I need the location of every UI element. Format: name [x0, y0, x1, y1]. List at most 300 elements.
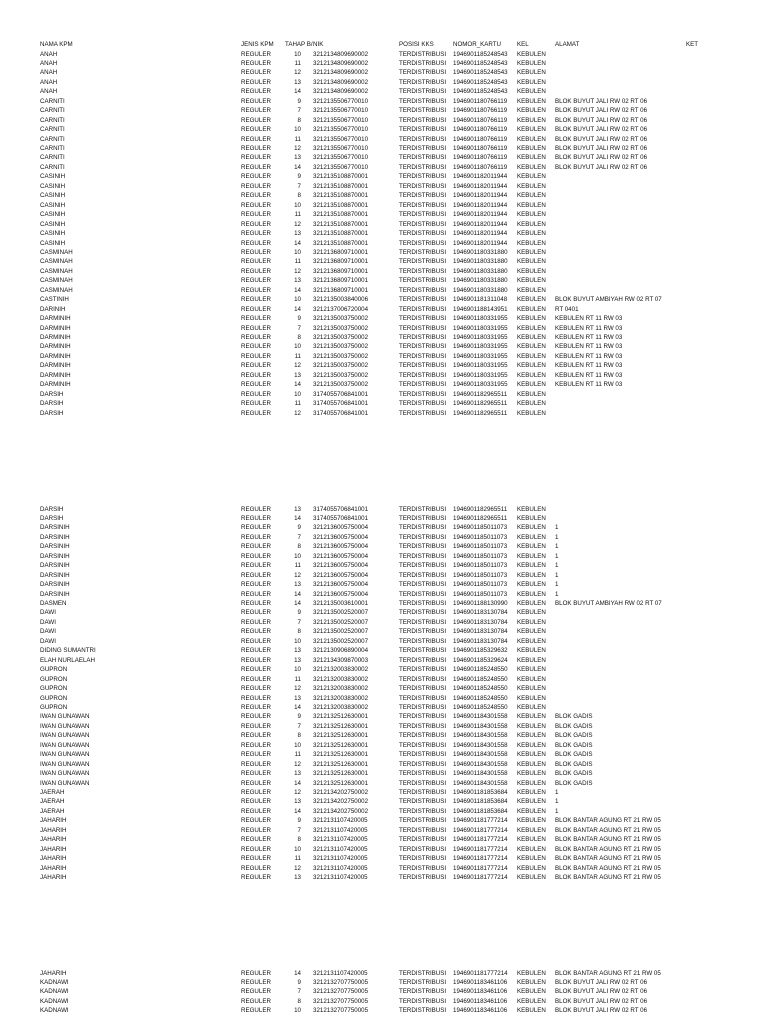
cell-nomor-kartu: 1946901181777214	[453, 836, 508, 844]
cell-nik: 3212135506770010	[313, 116, 369, 124]
cell-nik: 3212135506770010	[313, 145, 369, 152]
cell-nik: 3212131107420005	[313, 969, 368, 977]
table-row	[0, 352, 768, 361]
cell-alamat: 1	[555, 524, 559, 532]
cell-alamat: BLOK GADIS	[555, 732, 593, 740]
cell-kel: KEBULEN	[517, 647, 546, 655]
cell-tahap: 12	[294, 685, 301, 693]
cell-jenis-kpm: REGULER	[241, 779, 271, 787]
cell-nama-kpm: CASTINIH	[40, 296, 69, 304]
cell-posisi-kks: TERDISTRIBUSI	[399, 694, 447, 702]
cell-alamat: BLOK BUYUT JALI RW 02 RT 06	[555, 135, 648, 143]
cell-kel: KEBULEN	[517, 637, 546, 645]
cell-tahap: 10	[294, 637, 301, 645]
cell-tahap: 11	[294, 352, 301, 360]
cell-alamat: BLOK BANTAR AGUNG RT 21 RW 05	[555, 969, 661, 977]
cell-nama-kpm: DAWI	[40, 618, 56, 626]
cell-alamat: 1	[555, 807, 559, 815]
table-row	[0, 59, 768, 68]
cell-nomor-kartu: 1946901180331955	[453, 362, 508, 370]
cell-nomor-kartu: 1946901185011073	[453, 552, 508, 560]
cell-posisi-kks: TERDISTRIBUSI	[399, 741, 447, 749]
cell-jenis-kpm: REGULER	[241, 163, 271, 171]
cell-jenis-kpm: REGULER	[241, 826, 271, 834]
cell-posisi-kks: TERDISTRIBUSI	[399, 533, 447, 541]
table-row	[0, 637, 768, 646]
cell-nomor-kartu: 1946901180331880	[453, 267, 508, 275]
cell-tahap: 14	[294, 381, 301, 389]
cell-jenis-kpm: REGULER	[241, 562, 271, 570]
cell-tahap: 12	[294, 267, 301, 275]
cell-kel: KEBULEN	[517, 826, 546, 834]
cell-posisi-kks: TERDISTRIBUSI	[399, 116, 447, 124]
cell-jenis-kpm: REGULER	[241, 220, 271, 228]
cell-nomor-kartu: 1946901182011944	[453, 239, 508, 247]
cell-nomor-kartu: 1946901180766119	[453, 97, 508, 105]
cell-jenis-kpm: REGULER	[241, 267, 271, 275]
cell-jenis-kpm: REGULER	[241, 571, 271, 579]
cell-nik: 3212134809690002	[313, 59, 369, 67]
cell-jenis-kpm: REGULER	[241, 997, 271, 1005]
cell-kel: KEBULEN	[517, 590, 546, 598]
cell-tahap: 10	[294, 845, 301, 853]
cell-nomor-kartu: 1946901185248550	[453, 675, 508, 683]
cell-kel: KEBULEN	[517, 324, 546, 332]
cell-kel: KEBULEN	[517, 656, 546, 664]
cell-kel: KEBULEN	[517, 543, 546, 551]
cell-nama-kpm: DAWI	[40, 637, 56, 645]
cell-jenis-kpm: REGULER	[241, 230, 271, 238]
cell-alamat: 1	[555, 581, 559, 589]
table-row	[0, 97, 768, 106]
table-row	[0, 163, 768, 172]
cell-posisi-kks: TERDISTRIBUSI	[399, 324, 447, 332]
cell-nik: 3212134309870003	[313, 656, 369, 664]
cell-posisi-kks: TERDISTRIBUSI	[399, 107, 447, 115]
cell-nomor-kartu: 1946901180331955	[453, 324, 508, 332]
cell-kel: KEBULEN	[517, 267, 546, 275]
cell-nama-kpm: JAHARIH	[40, 836, 67, 844]
cell-kel: KEBULEN	[517, 789, 546, 796]
table-row	[0, 220, 768, 229]
cell-alamat: BLOK BUYUT JALI RW 02 RT 06	[555, 107, 648, 115]
cell-tahap: 7	[297, 722, 301, 730]
cell-tahap: 14	[294, 807, 301, 815]
cell-posisi-kks: TERDISTRIBUSI	[399, 552, 447, 560]
cell-nama-kpm: DARMINIH	[40, 315, 71, 323]
cell-tahap: 12	[294, 571, 301, 579]
table-row	[0, 210, 768, 219]
cell-nama-kpm: DASMEN	[40, 600, 67, 607]
cell-posisi-kks: TERDISTRIBUSI	[399, 352, 447, 360]
cell-nik: 3212132003830002	[313, 666, 369, 674]
cell-kel: KEBULEN	[517, 760, 546, 768]
table-row	[0, 797, 768, 806]
cell-jenis-kpm: REGULER	[241, 675, 271, 683]
cell-posisi-kks: TERDISTRIBUSI	[399, 969, 447, 977]
cell-nomor-kartu: 1946901181777214	[453, 855, 508, 863]
cell-alamat: BLOK BANTAR AGUNG RT 21 RW 05	[555, 874, 661, 882]
cell-nomor-kartu: 1946901188143951	[453, 305, 508, 313]
cell-kel: KEBULEN	[517, 685, 546, 693]
cell-nik: 3212135002520007	[313, 618, 369, 626]
cell-nik: 3212131107420005	[313, 817, 368, 825]
table-row	[0, 172, 768, 181]
cell-nomor-kartu: 1946901181777214	[453, 826, 508, 834]
cell-nama-kpm: JAERAH	[40, 798, 65, 806]
table-row	[0, 399, 768, 408]
cell-nama-kpm: CASINIH	[40, 201, 66, 209]
cell-tahap: 13	[294, 647, 301, 655]
cell-nomor-kartu: 1946901180766119	[453, 107, 508, 115]
cell-nik: 3212136005750004	[313, 590, 369, 598]
cell-kel: KEBULEN	[517, 334, 546, 341]
cell-posisi-kks: TERDISTRIBUSI	[399, 600, 447, 607]
cell-alamat: KEBULEN RT 11 RW 03	[555, 371, 623, 379]
cell-tahap: 13	[294, 798, 301, 806]
cell-nama-kpm: CASINIH	[40, 182, 66, 190]
cell-jenis-kpm: REGULER	[241, 78, 271, 86]
cell-nik: 3212134809690002	[313, 78, 369, 86]
cell-kel: KEBULEN	[517, 362, 546, 370]
cell-tahap: 11	[294, 400, 301, 408]
cell-nik: 3212132512630001	[313, 732, 369, 740]
cell-kel: KEBULEN	[517, 533, 546, 541]
table-row	[0, 750, 768, 759]
cell-kel: KEBULEN	[517, 514, 546, 522]
cell-kel: KEBULEN	[517, 978, 546, 986]
cell-tahap: 7	[297, 324, 301, 332]
cell-nomor-kartu: 1946901183130784	[453, 637, 508, 645]
cell-nama-kpm: IWAN GUNAWAN	[40, 751, 90, 759]
cell-kel: KEBULEN	[517, 618, 546, 626]
table-row	[0, 87, 768, 96]
table-row	[0, 969, 768, 978]
cell-nik: 3212134202750002	[313, 807, 369, 815]
cell-nomor-kartu: 1946901185248550	[453, 703, 508, 711]
cell-nama-kpm: DARSINIH	[40, 524, 70, 532]
cell-tahap: 12	[294, 220, 301, 228]
cell-jenis-kpm: REGULER	[241, 685, 271, 693]
cell-kel: KEBULEN	[517, 751, 546, 759]
cell-nik: 3212135003750002	[313, 343, 369, 351]
cell-nomor-kartu: 1946901185248543	[453, 69, 508, 77]
header-posisi-kks: POSISI KKS	[399, 41, 434, 48]
cell-tahap: 11	[294, 258, 301, 266]
cell-nik: 3212136809710001	[313, 258, 369, 266]
cell-posisi-kks: TERDISTRIBUSI	[399, 836, 447, 844]
cell-jenis-kpm: REGULER	[241, 505, 271, 513]
cell-kel: KEBULEN	[517, 248, 546, 256]
cell-nomor-kartu: 1946901188130990	[453, 600, 508, 607]
table-row	[0, 191, 768, 200]
cell-kel: KEBULEN	[517, 135, 546, 143]
table-row	[0, 665, 768, 674]
table-row	[0, 694, 768, 703]
cell-nomor-kartu: 1946901180331880	[453, 248, 508, 256]
cell-nomor-kartu: 1946901183461106	[453, 997, 508, 1005]
cell-tahap: 10	[294, 741, 301, 749]
cell-nik: 3212134809690002	[313, 88, 369, 96]
cell-alamat: BLOK GADIS	[555, 751, 593, 759]
table-row	[0, 731, 768, 740]
cell-jenis-kpm: REGULER	[241, 343, 271, 351]
cell-jenis-kpm: REGULER	[241, 211, 271, 219]
cell-kel: KEBULEN	[517, 505, 546, 513]
cell-posisi-kks: TERDISTRIBUSI	[399, 334, 447, 341]
cell-alamat: BLOK BUYUT JALI RW 02 RT 06	[555, 126, 648, 134]
cell-tahap: 14	[294, 88, 301, 96]
cell-kel: KEBULEN	[517, 211, 546, 219]
cell-nama-kpm: DARSINIH	[40, 581, 70, 589]
cell-alamat: BLOK GADIS	[555, 760, 593, 768]
table-row	[0, 760, 768, 769]
cell-nik: 3212131107420005	[313, 874, 368, 882]
cell-nomor-kartu: 1946901182965511	[453, 505, 508, 513]
cell-jenis-kpm: REGULER	[241, 135, 271, 143]
cell-nama-kpm: GUPRON	[40, 685, 68, 693]
cell-nama-kpm: IWAN GUNAWAN	[40, 732, 90, 740]
cell-nama-kpm: CASINIH	[40, 230, 66, 238]
cell-tahap: 10	[294, 248, 301, 256]
table-row	[0, 324, 768, 333]
cell-posisi-kks: TERDISTRIBUSI	[399, 154, 447, 162]
cell-nomor-kartu: 1946901182965511	[453, 400, 508, 408]
table-row	[0, 239, 768, 248]
cell-nik: 3212132512630001	[313, 713, 369, 721]
cell-tahap: 9	[297, 173, 301, 181]
cell-alamat: BLOK BUYUT JALI RW 02 RT 06	[555, 997, 648, 1005]
cell-tahap: 14	[294, 600, 301, 607]
cell-posisi-kks: TERDISTRIBUSI	[399, 182, 447, 190]
cell-posisi-kks: TERDISTRIBUSI	[399, 315, 447, 323]
cell-nama-kpm: DARMINIH	[40, 324, 71, 332]
cell-jenis-kpm: REGULER	[241, 315, 271, 323]
cell-tahap: 9	[297, 524, 301, 532]
cell-nomor-kartu: 1946901185329632	[453, 647, 508, 655]
table-row	[0, 561, 768, 570]
cell-alamat: 1	[555, 798, 559, 806]
cell-nik: 3212135506770010	[313, 163, 369, 171]
cell-nik: 3212132512630001	[313, 760, 369, 768]
cell-nomor-kartu: 1946901183461106	[453, 1007, 508, 1015]
cell-nama-kpm: DARSIH	[40, 400, 64, 408]
cell-nama-kpm: DARSINIH	[40, 571, 70, 579]
cell-nomor-kartu: 1946901180331880	[453, 258, 508, 266]
cell-jenis-kpm: REGULER	[241, 381, 271, 389]
cell-nik: 3212135506770010	[313, 154, 369, 162]
table-row	[0, 599, 768, 608]
cell-kel: KEBULEN	[517, 562, 546, 570]
cell-alamat: BLOK BANTAR AGUNG RT 21 RW 05	[555, 845, 661, 853]
cell-nik: 3212132707750005	[313, 1007, 369, 1015]
cell-tahap: 13	[294, 371, 301, 379]
cell-alamat: BLOK BUYUT JALI RW 02 RT 06	[555, 145, 648, 152]
cell-alamat: BLOK GADIS	[555, 741, 593, 749]
cell-alamat: BLOK BANTAR AGUNG RT 21 RW 05	[555, 826, 661, 834]
cell-nomor-kartu: 1946901184301558	[453, 722, 508, 730]
cell-nama-kpm: DARSIH	[40, 514, 64, 522]
cell-posisi-kks: TERDISTRIBUSI	[399, 713, 447, 721]
cell-jenis-kpm: REGULER	[241, 798, 271, 806]
table-row	[0, 608, 768, 617]
cell-jenis-kpm: REGULER	[241, 192, 271, 200]
cell-tahap: 12	[294, 760, 301, 768]
cell-nik: 3174055706841001	[313, 514, 369, 522]
cell-alamat: KEBULEN RT 11 RW 03	[555, 352, 623, 360]
cell-jenis-kpm: REGULER	[241, 533, 271, 541]
cell-nama-kpm: CASINIH	[40, 220, 66, 228]
table-row	[0, 514, 768, 523]
cell-jenis-kpm: REGULER	[241, 807, 271, 815]
cell-jenis-kpm: REGULER	[241, 713, 271, 721]
cell-tahap: 7	[297, 826, 301, 834]
cell-nomor-kartu: 1946901181853684	[453, 789, 508, 796]
cell-nik: 3212135002520007	[313, 628, 369, 636]
cell-jenis-kpm: REGULER	[241, 845, 271, 853]
cell-nik: 3212132003830002	[313, 703, 369, 711]
cell-posisi-kks: TERDISTRIBUSI	[399, 381, 447, 389]
cell-jenis-kpm: REGULER	[241, 1007, 271, 1015]
cell-jenis-kpm: REGULER	[241, 874, 271, 882]
table-row	[0, 314, 768, 323]
cell-posisi-kks: TERDISTRIBUSI	[399, 126, 447, 134]
cell-nik: 3212134202750002	[313, 798, 369, 806]
cell-nik: 3212132707750005	[313, 997, 369, 1005]
cell-nomor-kartu: 1946901185011073	[453, 581, 508, 589]
cell-tahap: 8	[297, 116, 301, 124]
cell-kel: KEBULEN	[517, 173, 546, 181]
table-row	[0, 68, 768, 77]
cell-alamat: BLOK GADIS	[555, 770, 593, 778]
cell-nomor-kartu: 1946901185248550	[453, 666, 508, 674]
cell-tahap: 13	[294, 230, 301, 238]
cell-tahap: 7	[297, 182, 301, 190]
cell-nik: 3212132707750005	[313, 988, 369, 996]
cell-posisi-kks: TERDISTRIBUSI	[399, 239, 447, 247]
cell-jenis-kpm: REGULER	[241, 296, 271, 304]
cell-tahap: 14	[294, 703, 301, 711]
cell-nama-kpm: CARNITI	[40, 145, 65, 152]
table-row	[0, 505, 768, 514]
cell-tahap: 13	[294, 78, 301, 86]
cell-tahap: 12	[294, 362, 301, 370]
cell-posisi-kks: TERDISTRIBUSI	[399, 267, 447, 275]
table-row	[0, 153, 768, 162]
cell-nomor-kartu: 1946901181853684	[453, 807, 508, 815]
cell-posisi-kks: TERDISTRIBUSI	[399, 779, 447, 787]
cell-nama-kpm: CASMINAH	[40, 258, 73, 266]
cell-alamat: RT 0401	[555, 305, 579, 313]
cell-nik: 3212136809710001	[313, 277, 369, 285]
cell-alamat: KEBULEN RT 11 RW 03	[555, 324, 623, 332]
cell-nama-kpm: DARMINIH	[40, 334, 71, 341]
cell-jenis-kpm: REGULER	[241, 600, 271, 607]
cell-kel: KEBULEN	[517, 732, 546, 740]
cell-tahap: 8	[297, 997, 301, 1005]
cell-nama-kpm: CASINIH	[40, 211, 66, 219]
cell-nama-kpm: DARSINIH	[40, 562, 70, 570]
cell-tahap: 14	[294, 305, 301, 313]
cell-nomor-kartu: 1946901180331955	[453, 371, 508, 379]
table-row	[0, 125, 768, 134]
cell-nik: 3212135003750002	[313, 334, 369, 341]
cell-kel: KEBULEN	[517, 836, 546, 844]
cell-nama-kpm: CARNITI	[40, 154, 65, 162]
cell-kel: KEBULEN	[517, 69, 546, 77]
cell-nomor-kartu: 1946901181777214	[453, 845, 508, 853]
cell-posisi-kks: TERDISTRIBUSI	[399, 798, 447, 806]
cell-nomor-kartu: 1946901181777214	[453, 874, 508, 882]
cell-tahap: 14	[294, 590, 301, 598]
table-row	[0, 276, 768, 285]
cell-jenis-kpm: REGULER	[241, 409, 271, 417]
cell-jenis-kpm: REGULER	[241, 836, 271, 844]
table-row	[0, 342, 768, 351]
cell-nama-kpm: CARNITI	[40, 107, 65, 115]
cell-nama-kpm: CARNITI	[40, 126, 65, 134]
cell-nik: 3212135108870001	[313, 173, 369, 181]
cell-jenis-kpm: REGULER	[241, 855, 271, 863]
cell-jenis-kpm: REGULER	[241, 126, 271, 134]
cell-posisi-kks: TERDISTRIBUSI	[399, 562, 447, 570]
cell-kel: KEBULEN	[517, 600, 546, 607]
cell-tahap: 11	[294, 562, 301, 570]
cell-posisi-kks: TERDISTRIBUSI	[399, 732, 447, 740]
cell-tahap: 13	[294, 277, 301, 285]
cell-jenis-kpm: REGULER	[241, 988, 271, 996]
cell-posisi-kks: TERDISTRIBUSI	[399, 409, 447, 417]
cell-posisi-kks: TERDISTRIBUSI	[399, 371, 447, 379]
cell-jenis-kpm: REGULER	[241, 334, 271, 341]
cell-nomor-kartu: 1946901185329624	[453, 656, 508, 664]
cell-nik: 3212132512630001	[313, 779, 369, 787]
cell-nomor-kartu: 1946901185011073	[453, 571, 508, 579]
cell-nomor-kartu: 1946901181777214	[453, 864, 508, 872]
cell-posisi-kks: TERDISTRIBUSI	[399, 789, 447, 796]
cell-jenis-kpm: REGULER	[241, 286, 271, 294]
cell-nomor-kartu: 1946901183130784	[453, 628, 508, 636]
cell-posisi-kks: TERDISTRIBUSI	[399, 514, 447, 522]
cell-nomor-kartu: 1946901185011073	[453, 543, 508, 551]
cell-nik: 3212136005750004	[313, 543, 369, 551]
cell-nama-kpm: CARNITI	[40, 135, 65, 143]
cell-posisi-kks: TERDISTRIBUSI	[399, 770, 447, 778]
cell-nomor-kartu: 1946901180766119	[453, 116, 508, 124]
cell-jenis-kpm: REGULER	[241, 145, 271, 152]
cell-posisi-kks: TERDISTRIBUSI	[399, 78, 447, 86]
cell-alamat: BLOK GADIS	[555, 779, 593, 787]
cell-kel: KEBULEN	[517, 855, 546, 863]
cell-posisi-kks: TERDISTRIBUSI	[399, 173, 447, 181]
cell-kel: KEBULEN	[517, 997, 546, 1005]
cell-nama-kpm: CASMINAH	[40, 248, 73, 256]
cell-kel: KEBULEN	[517, 400, 546, 408]
cell-tahap: 11	[294, 751, 301, 759]
cell-nik: 3212135506770010	[313, 126, 369, 134]
cell-posisi-kks: TERDISTRIBUSI	[399, 277, 447, 285]
cell-kel: KEBULEN	[517, 126, 546, 134]
cell-tahap: 12	[294, 864, 301, 872]
cell-tahap: 12	[294, 409, 301, 417]
header-tahap: TAHAP B/	[285, 41, 313, 48]
table-row	[0, 627, 768, 636]
cell-posisi-kks: TERDISTRIBUSI	[399, 192, 447, 200]
cell-nama-kpm: ANAH	[40, 50, 58, 58]
cell-alamat: BLOK GADIS	[555, 713, 593, 721]
cell-nik: 3212135506770010	[313, 107, 369, 115]
cell-alamat: BLOK BANTAR AGUNG RT 21 RW 05	[555, 817, 661, 825]
